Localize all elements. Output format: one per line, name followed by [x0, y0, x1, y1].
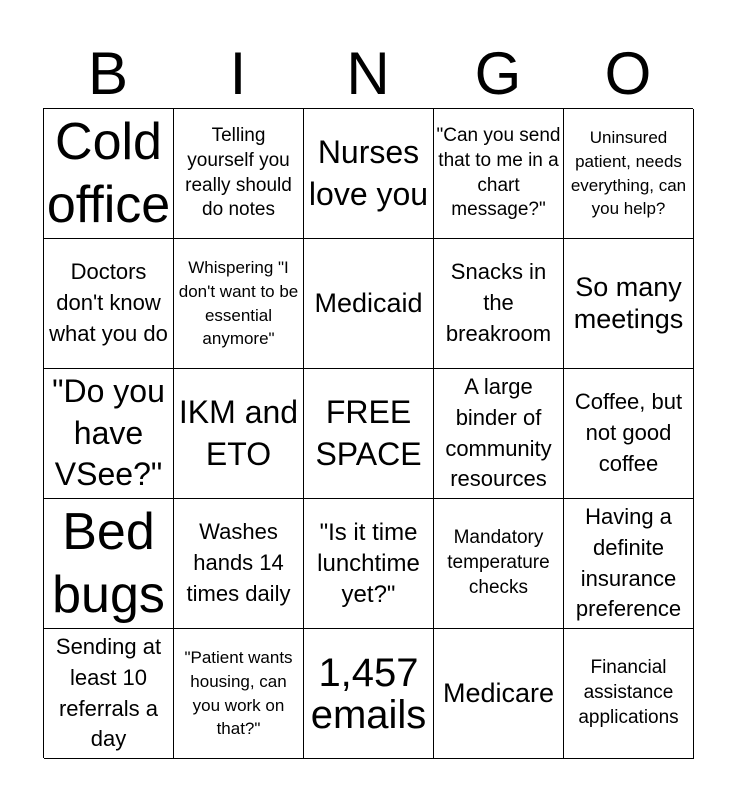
cell-text: Cold office — [46, 113, 171, 234]
bingo-cell-r2c3[interactable] — [304, 239, 434, 369]
header-letter-o: O — [604, 40, 652, 107]
cell-text: Washes hands 14 times daily — [186, 519, 291, 606]
bingo-cell-r5c4[interactable] — [434, 629, 564, 759]
bingo-cell-r4c5[interactable] — [564, 499, 694, 629]
cell-text: Telling yourself you really should do notes — [185, 125, 292, 221]
cell-text: Medicare — [442, 677, 555, 708]
cell-text: Nurses love you — [308, 133, 429, 212]
bingo-cell-r5c2[interactable] — [174, 629, 304, 759]
bingo-cell-r3c1[interactable] — [44, 369, 174, 499]
bingo-cell-r4c1[interactable] — [44, 499, 174, 629]
cell-text: FREE SPACE — [315, 393, 422, 472]
bingo-cell-r1c3[interactable] — [304, 109, 434, 239]
cell-text: 1,457 emails — [310, 650, 427, 737]
cell-text: Sending at least 10 referrals a day — [55, 633, 162, 752]
cell-text: IKM and ETO — [178, 393, 299, 472]
cell-text: Medicaid — [314, 287, 423, 318]
header-letter-n: N — [346, 40, 390, 107]
cell-text: Having a definite insurance preference — [575, 503, 682, 622]
bingo-board — [43, 108, 693, 758]
bingo-cell-r2c5[interactable] — [564, 239, 694, 369]
cell-text: Whispering "I don't want to be essential anymore" — [178, 257, 299, 349]
bingo-cell-r1c1[interactable] — [44, 109, 174, 239]
bingo-cell-r3c2[interactable] — [174, 369, 304, 499]
cell-text: Doctors don't know what you do — [49, 259, 168, 346]
cell-text: Uninsured patient, needs everything, can you help? — [570, 127, 687, 219]
cell-text: "Can you send that to me in a chart message?" — [436, 125, 561, 221]
cell-text: Mandatory temperature checks — [447, 527, 550, 598]
header-letter-g: G — [474, 40, 522, 107]
cell-text: So many meetings — [573, 272, 684, 334]
cell-text: "Patient wants housing, can you work on that?" — [184, 647, 293, 739]
bingo-cell-r1c2[interactable] — [174, 109, 304, 239]
cell-text: Bed bugs — [52, 503, 165, 624]
cell-text: Coffee, but not good coffee — [574, 389, 683, 476]
bingo-cell-r5c3[interactable] — [304, 629, 434, 759]
header-letter-b: B — [87, 40, 129, 107]
bingo-cell-r3c3[interactable] — [304, 369, 434, 499]
bingo-cell-r4c3[interactable] — [304, 499, 434, 629]
cell-text: Financial assistance applications — [578, 657, 679, 728]
bingo-cell-r2c2[interactable] — [174, 239, 304, 369]
bingo-cell-r5c5[interactable] — [564, 629, 694, 759]
bingo-cell-r4c4[interactable] — [434, 499, 564, 629]
cell-text: "Is it time lunchtime yet?" — [317, 518, 420, 609]
bingo-cell-r2c1[interactable] — [44, 239, 174, 369]
bingo-cell-r1c5[interactable] — [564, 109, 694, 239]
bingo-cell-r1c4[interactable] — [434, 109, 564, 239]
bingo-cell-r4c2[interactable] — [174, 499, 304, 629]
bingo-cell-r5c1[interactable] — [44, 629, 174, 759]
cell-text: Snacks in the breakroom — [445, 259, 552, 346]
bingo-header — [43, 40, 693, 107]
cell-text: A large binder of community resources — [445, 373, 552, 492]
bingo-cell-r3c4[interactable] — [434, 369, 564, 499]
header-letter-i: I — [229, 40, 247, 107]
cell-text: "Do you have VSee?" — [52, 373, 165, 493]
bingo-cell-r3c5[interactable] — [564, 369, 694, 499]
bingo-cell-r2c4[interactable] — [434, 239, 564, 369]
